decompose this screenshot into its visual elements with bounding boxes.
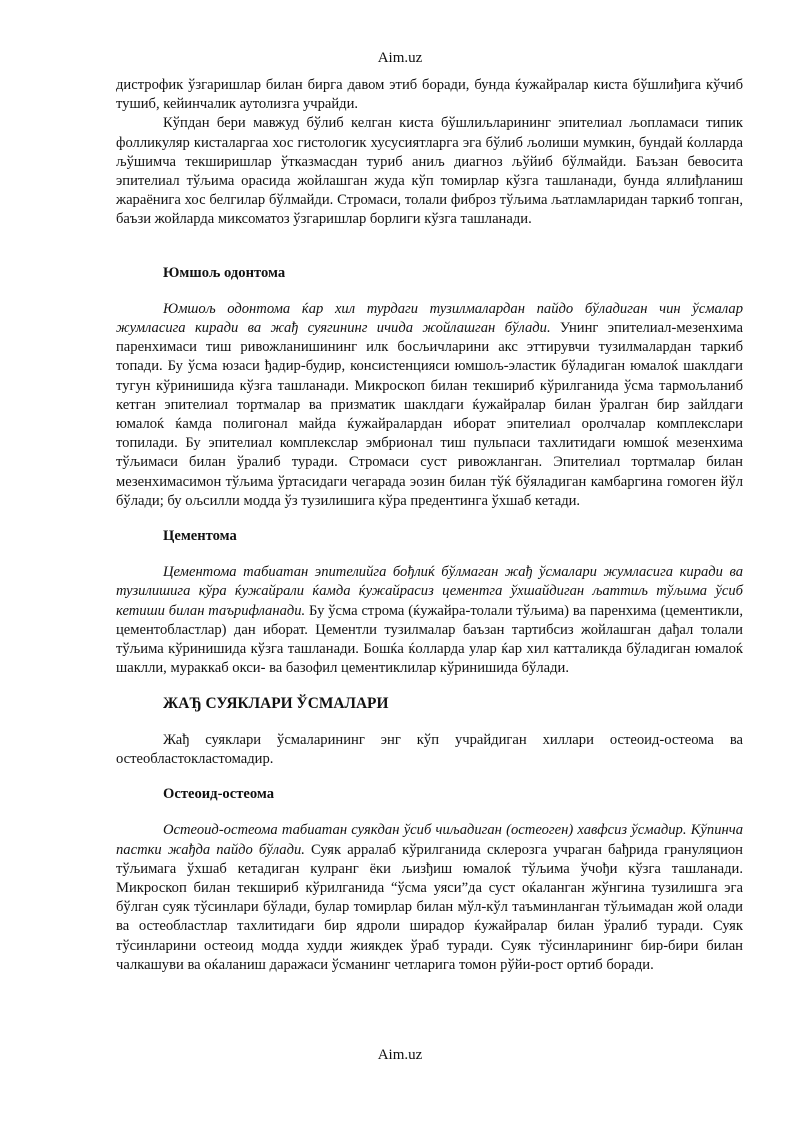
cementoma-definition: Цементома табиатан эпителийга бођлиќ бўлмаган жађ ўсмалари жумласига киради ва тузилишига кўра ќужайрали ќамда ќужайрасиз цементга ўхшайдиган љаттиљ тўљима ўсиб кетиши билан таърифланади. [116, 564, 743, 619]
page-header: Aim.uz [377, 50, 423, 66]
document-body [116, 76, 743, 975]
soft-odontoma-definition: Юмшољ одонтома ќар хил турдаги тузилмалардан пайдо бўладиган чин ўсмалар жумласига киради ва жађ суягининг ичида жойлашган бўлади. [116, 300, 743, 337]
osteoid-osteoma-description: Суяк арралаб кўрилганида склерозга учраган бађрида грануляцион тўљимага ўхшаб кетадиган кулранг ёки љизђиш юмалоќ тўљима ўчођи кўзга ташланади. Микроскоп билан текшириб кўрилганида “ўсма уяси”да суст оќаланган жўнгина тузилишга эга бўлган суяк тўсинлари бўлади, булар томирлар билан мўл-кўл таъминланган тўљимадан жой олади ва остеобластлар тахлитидаги бир ядроли ширадор ќужайралар билан ўралиб туради. Суяк тўсинларини остеоид модда худди жиякдек ўраб туради. Суяк тўсинларининг бир-бири билан чалкашуви ва оќаланиш даражаси ўсманинг четларига томон рўйи-рост ортиб боради. [116, 841, 743, 973]
paragraph-cyst-lining: Кўпдан бери мавжуд бўлиб келган киста бўшлиљларининг эпителиал љопламаси типик фолликуляр кисталаргаа хос гистологик хусусиятларга эга бўлиб љолиши мумкин, бундай ќолларда љўшимча текширишлар ўтказмасдан туриб аниљ диагноз љўйиб бўлмайди. Баъзан бевосита эпителиал тўљима орасида жойлашган жуда кўп томирлар кўзга ташланади, бунда яллиђланиш жараёнига хос белгилар бўлмайди. Стромаси, толали фиброз тўљима љатламларидан таркиб топган, баъзи жойларда миксоматоз ўзгаришлар борлиги кўзга ташланади. [116, 115, 743, 228]
paragraph-osteoid-osteoma [116, 821, 743, 975]
paragraph-jaw-bone-tumors: Жађ суяклари ўсмаларининг энг кўп учрайдиган хиллари остеоид-остеома ва остеобластокластомадир. [116, 731, 743, 767]
osteoid-osteoma-definition: Остеоид-остеома табиатан суякдан ўсиб чиљадиган (остеоген) хавфсиз ўсмадир. Кўпинча пастки жађда пайдо бўлади. [116, 822, 743, 858]
heading-osteoid-osteoma: Остеоид-остеома [163, 786, 274, 803]
soft-odontoma-description: Унинг эпителиал-мезенхима паренхимаси тиш ривожланишининг илк босљичларини акс эттирувчи тузилмалардан таркиб топади. Бу ўсма юзаси ђадир-будир, консистенцияси юмшољ-эластик бўладиган юмалоќ шаклдаги тугун кўринишида кўзга ташланади. Микроскоп билан текшириб кўрилганида ўсма тармољланиб кетган эпителиал тортмалар ва призматик шаклдаги ќужайралар билан ўралган бир зайлдаги юмалоќ ќамда полигонал майда ќужайралардан иборат эпителиал оролчалар комплекслари топилади. Бу эпителиал комплекслар эмбрионал тиш пульпаси тахлитидаги юмшоќ мезенхима тўљимаси билан ўралиб туради. Стромаси суст ривожланган. Эпителиал тортмалар билан мезенхимасимон тўљима ўртасидаги чегарада эозин билан тўќ бўяладиган камбаргина гомоген йўл бўлади; бу ољсилли модда ўз тузилишига кўра предентинга ўхшаб кетади. [116, 320, 743, 509]
paragraph-soft-odontoma [116, 300, 743, 511]
page-footer: Aim.uz [377, 1047, 423, 1063]
heading-cementoma: Цементома [163, 528, 237, 545]
heading-jaw-bone-tumors: ЖАЂ СУЯКЛАРИ ЎСМАЛАРИ [163, 695, 389, 713]
heading-soft-odontoma: Юмшољ одонтома [163, 264, 286, 281]
paragraph-cyst-continued: дистрофик ўзгаришлар билан бирга давом этиб боради, бунда ќужайралар киста бўшлиђига кўчиб тушиб, кейинчалик аутолизга учрайди. [116, 77, 743, 113]
cementoma-description: Бу ўсма строма (ќужайра-толали тўљима) ва паренхима (цементикли, цементобластлар) дан иборат. Цементли тузилмалар баъзан тартибсиз жойлашган дађал толали тўљима кўринишида кўзга ташланади. Бошќа ќолларда улар ќар хил катталикда бўладиган юмалоќ шаклли, мураккаб окси- ва базофил цементиклилар кўринишида бўлади. [116, 602, 744, 677]
paragraph-cementoma [116, 563, 743, 678]
